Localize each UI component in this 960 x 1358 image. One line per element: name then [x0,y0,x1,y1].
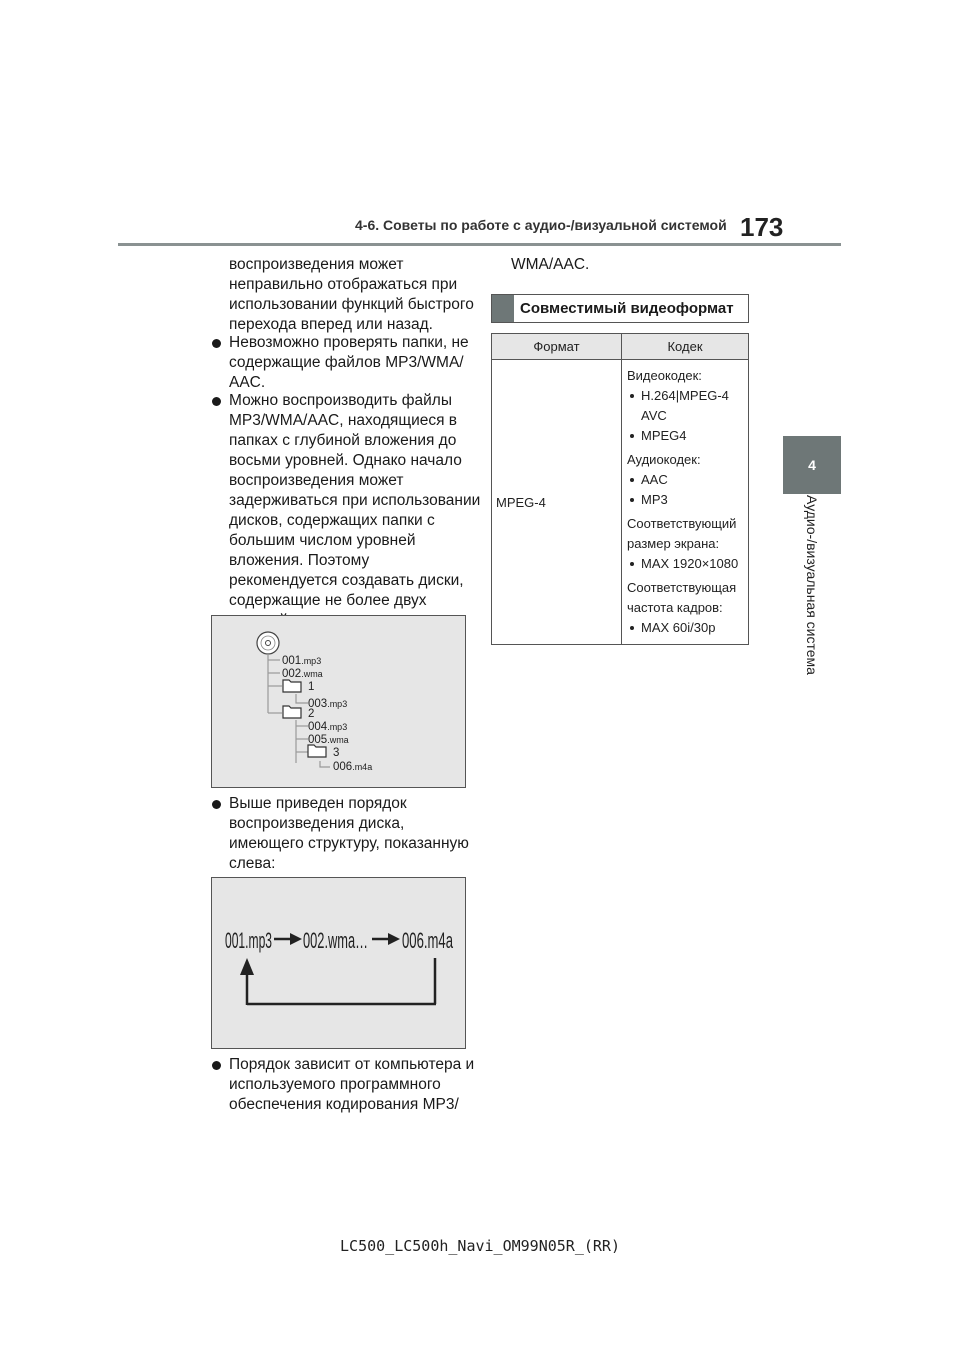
folder-tree-figure [211,615,466,788]
tree-file-003: 003.mp3 [308,698,348,710]
section-heading-label: Совместимый видеоформат [520,300,734,317]
audio-codec-label: Аудиокодек: [627,452,701,467]
bullet-text-encoder: Порядок зависит от компьютера и используемого программного обеспечения кодирования MP3/ [229,1056,475,1113]
section-heading-video-format [491,294,749,323]
continuation-text: WMA/AAC. [511,256,590,273]
bullet-dot [212,800,221,809]
bullet-dot [212,1061,221,1070]
tree-folder-2: 2 [308,708,315,720]
tree-file-005: 005.wma [308,734,349,746]
video-codec-item-cont: AVC [641,408,667,423]
page-number: 173 [740,212,784,242]
bullet-text-folders: Невозможно проверять папки, не содержащие файлов MP3/WMA/ AAC. [229,334,469,391]
video-format-table [491,333,749,645]
frame-rate-value: MAX 60i/30p [627,618,744,638]
tree-file-002: 002.wma [282,668,323,680]
sequence-last-file: 006.m4a [402,928,454,953]
folder-icon [308,745,326,757]
video-codec-item: H.264|MPEG-4 [627,386,744,406]
format-cell: MPEG-4 [492,360,622,645]
sequence-second-file: 002.wma… [303,928,368,953]
section-header-title: 4-6. Советы по работе с аудио-/визуальной системой [355,217,727,233]
document-footer-code: LC500_LC500h_Navi_OM99N05R_(RR) [340,1237,620,1255]
frame-rate-label: Соответствующая [627,580,737,595]
screen-size-label: Соответствующий [627,516,737,531]
playback-order-figure [211,877,466,1049]
heading-marker [492,295,514,322]
bullet-dot [212,397,221,406]
codec-cell [622,360,749,645]
playback-order-diagram [212,878,467,1050]
audio-codec-item: MP3 [627,490,744,510]
tree-file-004: 004.mp3 [308,721,348,733]
header-divider [118,243,841,246]
folder-icon [283,680,301,692]
table-header-row [492,334,749,360]
arrow-right-icon [274,933,302,945]
screen-size-label: размер экрана: [627,536,720,551]
screen-size-value: MAX 1920×1080 [627,554,744,574]
audio-codec-item: AAC [627,470,744,490]
tree-folder-3: 3 [333,747,340,759]
bullet-dot [212,339,221,348]
table-row [492,360,749,645]
video-codec-item: MPEG4 [627,426,744,446]
column-header-format: Формат [492,334,622,360]
folder-icon [283,706,301,718]
loop-back-arrow [240,958,436,1005]
column-header-codec: Кодек [622,334,749,360]
sequence-first-file: 001.mp3 [225,928,272,953]
chapter-side-label: Аудио-/визуальная система [804,495,820,675]
intro-paragraph: воспроизведения может неправильно отображаться при использовании функций быстрого перехода вперед или назад. [229,256,474,333]
arrow-right-icon [372,933,400,945]
chapter-tab: 4 [783,436,841,494]
tree-folder-1: 1 [308,681,315,693]
disc-icon [257,632,279,654]
tree-file-001: 001.mp3 [282,655,322,667]
frame-rate-label: частота кадров: [627,600,723,615]
folder-tree-diagram [212,616,467,789]
bullet-text-order: Выше приведен порядок воспроизведения диска, имеющего структуру, показанную слева: [229,795,469,872]
bullet-text-nesting: Можно воспроизводить файлы MP3/WMA/AAC, находящиеся в папках с глубиной вложения до восьми уровней. Однако начало воспроизведения может задерживаться при использовании дисков, содержащих папки с большим числом уровней вложения. Поэтому рекомендуется создавать диски, содержащие не более двух [229,392,481,609]
video-codec-label: Видеокодек: [627,368,702,383]
tree-file-006: 006.m4a [333,761,373,773]
